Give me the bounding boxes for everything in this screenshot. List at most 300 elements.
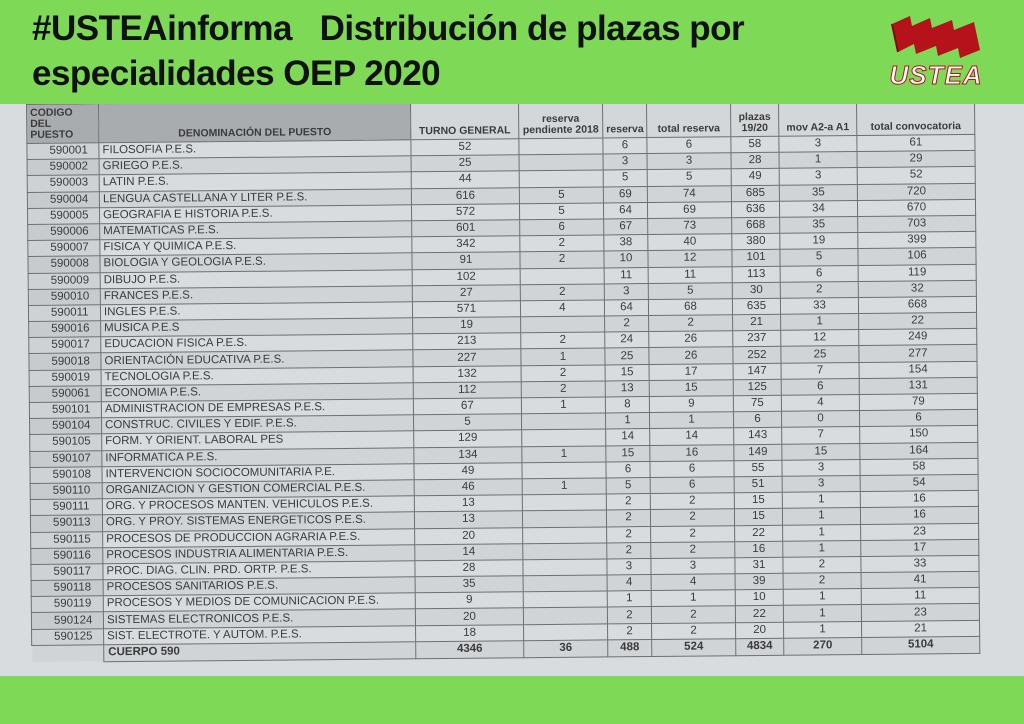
cell-total: 249 <box>859 329 977 346</box>
cell-reserva: 2 <box>605 316 649 333</box>
cell-mov: 7 <box>781 362 859 379</box>
cell-name: ORGANIZACION Y GESTION COMERCIAL P.E.S. <box>102 480 414 499</box>
cell-turno: 25 <box>411 155 519 172</box>
cell-total-reserva: 69 <box>647 201 731 218</box>
cell-total: 54 <box>860 474 978 491</box>
cell-reserva: 2 <box>606 494 650 511</box>
cell-code: 590116 <box>31 547 103 564</box>
totals-label: CUERPO 590 <box>104 642 416 662</box>
cell-name: PROCESOS Y MEDIOS DE COMUNICACION P.E.S. <box>103 593 415 612</box>
cell-total: 277 <box>859 345 977 362</box>
cell-pend: 2 <box>521 332 605 349</box>
cell-reserva: 67 <box>604 218 648 235</box>
cell-total: 21 <box>862 620 980 637</box>
cell-plazas: 125 <box>733 379 781 396</box>
cell-mov: 4 <box>781 395 859 412</box>
cell-plazas: 10 <box>735 590 783 607</box>
cell-plazas: 635 <box>732 298 780 315</box>
cell-name: EDUCACION FISICA P.E.S. <box>101 334 413 353</box>
cell-name: PROCESOS SANITARIOS P.E.S. <box>103 577 415 596</box>
cell-mov: 25 <box>781 346 859 363</box>
cell-plazas: 149 <box>734 444 782 461</box>
cell-total: 22 <box>859 312 977 329</box>
cell-turno: 112 <box>413 382 521 399</box>
cell-reserva: 15 <box>606 445 650 462</box>
cell-code: 590125 <box>32 628 104 645</box>
cell-plazas: 51 <box>734 476 782 493</box>
cell-reserva: 3 <box>607 558 651 575</box>
cell-code: 590010 <box>28 288 100 305</box>
cell-name: ADMINISTRACION DE EMPRESAS P.E.S. <box>101 399 413 418</box>
cell-name: LATIN P.E.S. <box>99 172 411 191</box>
cell-turno: 571 <box>412 301 520 318</box>
cell-total-reserva: 5 <box>647 169 731 186</box>
cell-plazas: 252 <box>733 347 781 364</box>
cell-total: 23 <box>861 523 979 540</box>
cell-turno: 20 <box>415 608 523 625</box>
cell-pend <box>519 138 603 155</box>
cell-total-reserva: 2 <box>650 509 734 526</box>
cell-mov: 1 <box>779 152 857 169</box>
cell-mov: 1 <box>783 589 861 606</box>
cell-pend <box>522 510 606 527</box>
cell-turno: 19 <box>413 317 521 334</box>
header-code: CODIGO DEL PUESTO <box>27 104 99 143</box>
cell-plazas: 16 <box>735 541 783 558</box>
cell-name: CONSTRUC. CIVILES Y EDIF. P.E.S. <box>102 415 414 434</box>
logo-text: USTEA <box>889 60 983 90</box>
cell-total-reserva: 15 <box>649 380 733 397</box>
cell-name: INGLES P.E.S. <box>100 302 412 321</box>
total-total-reserva: 524 <box>652 639 736 657</box>
cell-turno: 5 <box>414 414 522 431</box>
flag-icon <box>882 14 990 66</box>
total-plazas: 4834 <box>736 638 784 655</box>
cell-code: 590115 <box>31 531 103 548</box>
cell-code: 590101 <box>29 402 101 419</box>
cell-total: 6 <box>859 410 977 427</box>
cell-plazas: 21 <box>733 314 781 331</box>
header-reserva: reserva <box>602 104 646 138</box>
cell-plazas: 15 <box>734 492 782 509</box>
ustea-logo <box>882 14 990 92</box>
cell-code: 590107 <box>30 450 102 467</box>
cell-mov: 1 <box>783 524 861 541</box>
cell-mov: 1 <box>781 314 859 331</box>
cell-total-reserva: 2 <box>650 493 734 510</box>
cell-total-reserva: 2 <box>651 541 735 558</box>
total-reserva: 488 <box>608 639 652 656</box>
cell-total-reserva: 68 <box>648 299 732 316</box>
cell-mov: 7 <box>782 427 860 444</box>
cell-total: 79 <box>859 393 977 410</box>
cell-pend <box>523 543 607 560</box>
cell-total-reserva: 6 <box>650 477 734 494</box>
cell-mov: 1 <box>782 508 860 525</box>
header-turno: TURNO GENERAL <box>410 104 518 140</box>
cell-total-reserva: 2 <box>651 606 735 623</box>
cell-name: SIST. ELECTROTE. Y AUTOM. P.E.S. <box>104 625 416 644</box>
cell-code: 590061 <box>29 386 101 403</box>
cell-pend: 6 <box>520 219 604 236</box>
cell-mov: 19 <box>780 233 858 250</box>
cell-pend <box>521 413 605 430</box>
cell-mov: 5 <box>780 249 858 266</box>
cell-reserva: 6 <box>603 138 647 155</box>
cell-turno: 132 <box>413 365 521 382</box>
cell-total-reserva: 2 <box>651 525 735 542</box>
cell-total: 154 <box>859 361 977 378</box>
cell-reserva: 25 <box>605 348 649 365</box>
cell-pend <box>523 575 607 592</box>
total-total: 5104 <box>862 636 980 654</box>
cell-reserva: 2 <box>607 607 651 624</box>
cell-plazas: 28 <box>731 152 779 169</box>
cell-reserva: 64 <box>603 202 647 219</box>
cell-turno: 102 <box>412 268 520 285</box>
cell-total: 399 <box>858 232 976 249</box>
total-turno: 4346 <box>416 641 524 659</box>
cell-total-reserva: 73 <box>648 218 732 235</box>
cell-code: 590006 <box>28 224 100 241</box>
cell-total-reserva: 1 <box>651 590 735 607</box>
cell-pend <box>524 624 608 641</box>
cell-total: 11 <box>861 588 979 605</box>
cell-code: 590007 <box>28 240 100 257</box>
cell-code: 590011 <box>28 305 100 322</box>
cell-mov: 1 <box>783 540 861 557</box>
cell-turno: 52 <box>411 139 519 156</box>
cell-total-reserva: 26 <box>649 331 733 348</box>
cell-turno: 20 <box>415 527 523 544</box>
cell-turno: 129 <box>414 430 522 447</box>
cell-name: ORIENTACIÓN EDUCATIVA P.E.S. <box>101 350 413 369</box>
cell-total: 106 <box>858 248 976 265</box>
cell-pend <box>519 170 603 187</box>
cell-name: TECNOLOGIA P.E.S. <box>101 366 413 385</box>
cell-code: 590001 <box>27 143 99 160</box>
cell-reserva: 2 <box>607 526 651 543</box>
cell-mov: 6 <box>780 265 858 282</box>
cell-total-reserva: 2 <box>652 622 736 639</box>
cell-name: INTERVENCION SOCIOCOMUNITARIA P.E. <box>102 464 414 483</box>
cell-pend: 2 <box>520 235 604 252</box>
cell-code: 590105 <box>30 434 102 451</box>
cell-turno: 27 <box>412 284 520 301</box>
cell-turno: 46 <box>414 479 522 496</box>
cell-reserva: 2 <box>607 542 651 559</box>
cell-name: DIBUJO P.E.S. <box>100 269 412 288</box>
cell-pend: 5 <box>519 203 603 220</box>
cell-code: 590016 <box>29 321 101 338</box>
cell-total: 29 <box>857 151 975 168</box>
cell-turno: 9 <box>415 592 523 609</box>
cell-code: 590009 <box>28 272 100 289</box>
cell-turno: 44 <box>411 171 519 188</box>
cell-plazas: 636 <box>731 201 779 218</box>
cell-pend <box>523 607 607 624</box>
cell-plazas: 685 <box>731 185 779 202</box>
cell-plazas: 20 <box>736 622 784 639</box>
cell-pend: 4 <box>520 300 604 317</box>
title-line-1: #USTEAinforma Distribución de plazas por <box>32 9 745 48</box>
cell-reserva: 10 <box>604 251 648 268</box>
totals-blank-cell <box>32 645 104 663</box>
cell-plazas: 101 <box>732 250 780 267</box>
cell-plazas: 15 <box>734 509 782 526</box>
cell-pend <box>521 316 605 333</box>
cell-turno: 14 <box>415 543 523 560</box>
cell-pend <box>523 591 607 608</box>
cell-code: 590004 <box>27 191 99 208</box>
cell-mov: 34 <box>779 200 857 217</box>
cell-pend: 2 <box>520 284 604 301</box>
cell-total-reserva: 6 <box>647 137 731 154</box>
cell-total: 41 <box>861 571 979 588</box>
table-sheet <box>26 104 981 663</box>
cell-total: 23 <box>861 604 979 621</box>
cell-plazas: 22 <box>735 606 783 623</box>
cell-total-reserva: 4 <box>651 574 735 591</box>
cell-reserva: 3 <box>603 154 647 171</box>
cell-turno: 91 <box>412 252 520 269</box>
cell-code: 590118 <box>31 580 103 597</box>
cell-code: 590111 <box>30 499 102 516</box>
cell-turno: 572 <box>411 204 519 221</box>
cell-turno: 67 <box>413 398 521 415</box>
cell-pend <box>519 154 603 171</box>
cell-reserva: 6 <box>606 461 650 478</box>
cell-plazas: 58 <box>731 136 779 153</box>
document-photo <box>0 104 1024 676</box>
cell-total-reserva: 14 <box>650 428 734 445</box>
cell-turno: 35 <box>415 576 523 593</box>
cell-total: 58 <box>860 458 978 475</box>
cell-total-reserva: 12 <box>648 250 732 267</box>
cell-mov: 3 <box>782 475 860 492</box>
cell-mov: 2 <box>780 281 858 298</box>
cell-name: MATEMATICAS P.E.S. <box>100 221 412 240</box>
cell-code: 590119 <box>31 596 103 613</box>
cell-name: PROC. DIAG. CLIN. PRD. ORTP. P.E.S. <box>103 561 415 580</box>
cell-total-reserva: 11 <box>648 266 732 283</box>
cell-code: 590124 <box>31 612 103 629</box>
cell-plazas: 22 <box>735 525 783 542</box>
cell-total-reserva: 1 <box>649 412 733 429</box>
cell-mov: 35 <box>780 216 858 233</box>
cell-code: 590104 <box>30 418 102 435</box>
cell-plazas: 380 <box>732 233 780 250</box>
cell-total: 131 <box>859 377 977 394</box>
cell-code: 590019 <box>29 369 101 386</box>
cell-name: SISTEMAS ELECTRONICOS P.E.S. <box>103 609 415 628</box>
cell-turno: 213 <box>413 333 521 350</box>
cell-plazas: 49 <box>731 169 779 186</box>
cell-pend: 2 <box>521 365 605 382</box>
cell-turno: 601 <box>412 220 520 237</box>
cell-reserva: 11 <box>604 267 648 284</box>
cell-total: 17 <box>861 539 979 556</box>
header-name: DENOMINACIÓN DEL PUESTO <box>99 104 411 143</box>
cell-name: FISICA Y QUIMICA P.E.S. <box>100 237 412 256</box>
page-title <box>32 6 852 96</box>
cell-turno: 227 <box>413 349 521 366</box>
header-plazas: plazas 19/20 <box>730 104 778 137</box>
cell-plazas: 39 <box>735 573 783 590</box>
cell-pend <box>523 526 607 543</box>
cell-turno: 13 <box>414 495 522 512</box>
cell-code: 590110 <box>30 483 102 500</box>
cell-total-reserva: 26 <box>649 347 733 364</box>
cell-total: 16 <box>860 491 978 508</box>
cell-name: GRIEGO P.E.S. <box>99 156 411 175</box>
cell-mov: 33 <box>780 297 858 314</box>
cell-reserva: 64 <box>604 299 648 316</box>
cell-code: 590002 <box>27 159 99 176</box>
cell-total: 670 <box>857 199 975 216</box>
cell-name: ECONOMIA P.E.S. <box>101 383 413 402</box>
cell-turno: 49 <box>414 463 522 480</box>
cell-total-reserva: 3 <box>647 153 731 170</box>
cell-reserva: 14 <box>606 429 650 446</box>
cell-pend <box>520 267 604 284</box>
cell-mov: 1 <box>783 605 861 622</box>
header-reserva-pendiente: reserva pendiente 2018 <box>518 104 602 139</box>
cell-name: PROCESOS INDUSTRIA ALIMENTARIA P.E.S. <box>103 544 415 563</box>
cell-code: 590117 <box>31 564 103 581</box>
cell-reserva: 24 <box>605 332 649 349</box>
cell-reserva: 2 <box>608 623 652 640</box>
cell-name: LENGUA CASTELLANA Y LITER P.E.S. <box>99 188 411 207</box>
cell-plazas: 55 <box>734 460 782 477</box>
cell-total: 720 <box>857 183 975 200</box>
cell-total-reserva: 17 <box>649 363 733 380</box>
cell-pend: 5 <box>519 187 603 204</box>
cell-reserva: 69 <box>603 186 647 203</box>
cell-name: INFORMATICA P.E.S. <box>102 447 414 466</box>
cell-reserva: 38 <box>604 235 648 252</box>
cell-name: ORG. Y PROCESOS MANTEN. VEHICULOS P.E.S. <box>102 496 414 515</box>
cell-mov: 1 <box>784 621 862 638</box>
cell-reserva: 15 <box>605 364 649 381</box>
cell-total-reserva: 16 <box>650 444 734 461</box>
cell-total-reserva: 3 <box>651 558 735 575</box>
plazas-table <box>26 104 980 663</box>
cell-reserva: 1 <box>607 591 651 608</box>
cell-plazas: 237 <box>733 331 781 348</box>
cell-mov: 6 <box>781 378 859 395</box>
cell-name: FILOSOFIA P.E.S. <box>99 140 411 159</box>
cell-mov: 15 <box>782 443 860 460</box>
cell-plazas: 30 <box>732 282 780 299</box>
cell-code: 590008 <box>28 256 100 273</box>
cell-pend <box>522 494 606 511</box>
cell-turno: 28 <box>415 560 523 577</box>
cell-plazas: 143 <box>734 428 782 445</box>
cell-name: FRANCES P.E.S. <box>100 285 412 304</box>
cell-total: 61 <box>857 134 975 151</box>
cell-pend: 1 <box>521 348 605 365</box>
cell-total: 33 <box>861 555 979 572</box>
cell-mov: 0 <box>781 411 859 428</box>
footer-band <box>0 676 1024 724</box>
cell-mov: 3 <box>779 168 857 185</box>
cell-total: 703 <box>858 215 976 232</box>
cell-reserva: 5 <box>606 477 650 494</box>
cell-plazas: 113 <box>732 266 780 283</box>
cell-reserva: 8 <box>605 397 649 414</box>
cell-mov: 3 <box>782 459 860 476</box>
cell-pend: 2 <box>521 381 605 398</box>
cell-turno: 18 <box>416 624 524 641</box>
cell-turno: 134 <box>414 446 522 463</box>
cell-turno: 13 <box>414 511 522 528</box>
cell-mov: 2 <box>783 573 861 590</box>
cell-code: 590003 <box>27 175 99 192</box>
total-mov: 270 <box>784 637 862 655</box>
cell-total: 52 <box>857 167 975 184</box>
cell-name: GEOGRAFIA E HISTORIA P.E.S. <box>99 205 411 224</box>
cell-pend: 2 <box>520 251 604 268</box>
cell-pend <box>522 462 606 479</box>
cell-total-reserva: 74 <box>647 185 731 202</box>
cell-mov: 1 <box>782 492 860 509</box>
cell-name: PROCESOS DE PRODUCCION AGRARIA P.E.S. <box>103 528 415 547</box>
cell-reserva: 2 <box>606 510 650 527</box>
cell-name: FORM. Y ORIENT. LABORAL PES <box>102 431 414 450</box>
cell-code: 590017 <box>29 337 101 354</box>
cell-pend <box>522 429 606 446</box>
cell-reserva: 5 <box>603 170 647 187</box>
total-pend: 36 <box>524 640 608 658</box>
cell-pend: 1 <box>522 446 606 463</box>
cell-code: 590018 <box>29 353 101 370</box>
cell-code: 590005 <box>28 208 100 225</box>
cell-pend: 1 <box>522 478 606 495</box>
cell-plazas: 147 <box>733 363 781 380</box>
cell-turno: 616 <box>411 187 519 204</box>
header-total-convocatoria: total convocatoria <box>856 104 974 136</box>
cell-total: 164 <box>860 442 978 459</box>
cell-code: 590113 <box>30 515 102 532</box>
cell-total: 668 <box>858 296 976 313</box>
cell-code: 590108 <box>30 467 102 484</box>
header-total-reserva: total reserva <box>646 104 730 138</box>
cell-total: 32 <box>858 280 976 297</box>
cell-reserva: 13 <box>605 380 649 397</box>
cell-total-reserva: 9 <box>649 396 733 413</box>
cell-total: 16 <box>860 507 978 524</box>
cell-plazas: 6 <box>733 411 781 428</box>
cell-mov: 3 <box>779 136 857 153</box>
header-mov: mov A2-a A1 <box>778 104 856 136</box>
cell-total: 119 <box>858 264 976 281</box>
cell-plazas: 668 <box>732 217 780 234</box>
cell-plazas: 31 <box>735 557 783 574</box>
table-body <box>27 134 980 662</box>
title-line-2: especialidades OEP 2020 <box>32 54 441 93</box>
cell-total: 150 <box>860 426 978 443</box>
cell-total-reserva: 5 <box>648 282 732 299</box>
cell-total-reserva: 6 <box>650 460 734 477</box>
cell-pend <box>523 559 607 576</box>
cell-reserva: 4 <box>607 575 651 592</box>
cell-plazas: 75 <box>733 395 781 412</box>
cell-total-reserva: 40 <box>648 234 732 251</box>
cell-turno: 342 <box>412 236 520 253</box>
cell-name: MUSICA P.E.S <box>101 318 413 337</box>
cell-total-reserva: 2 <box>649 315 733 332</box>
